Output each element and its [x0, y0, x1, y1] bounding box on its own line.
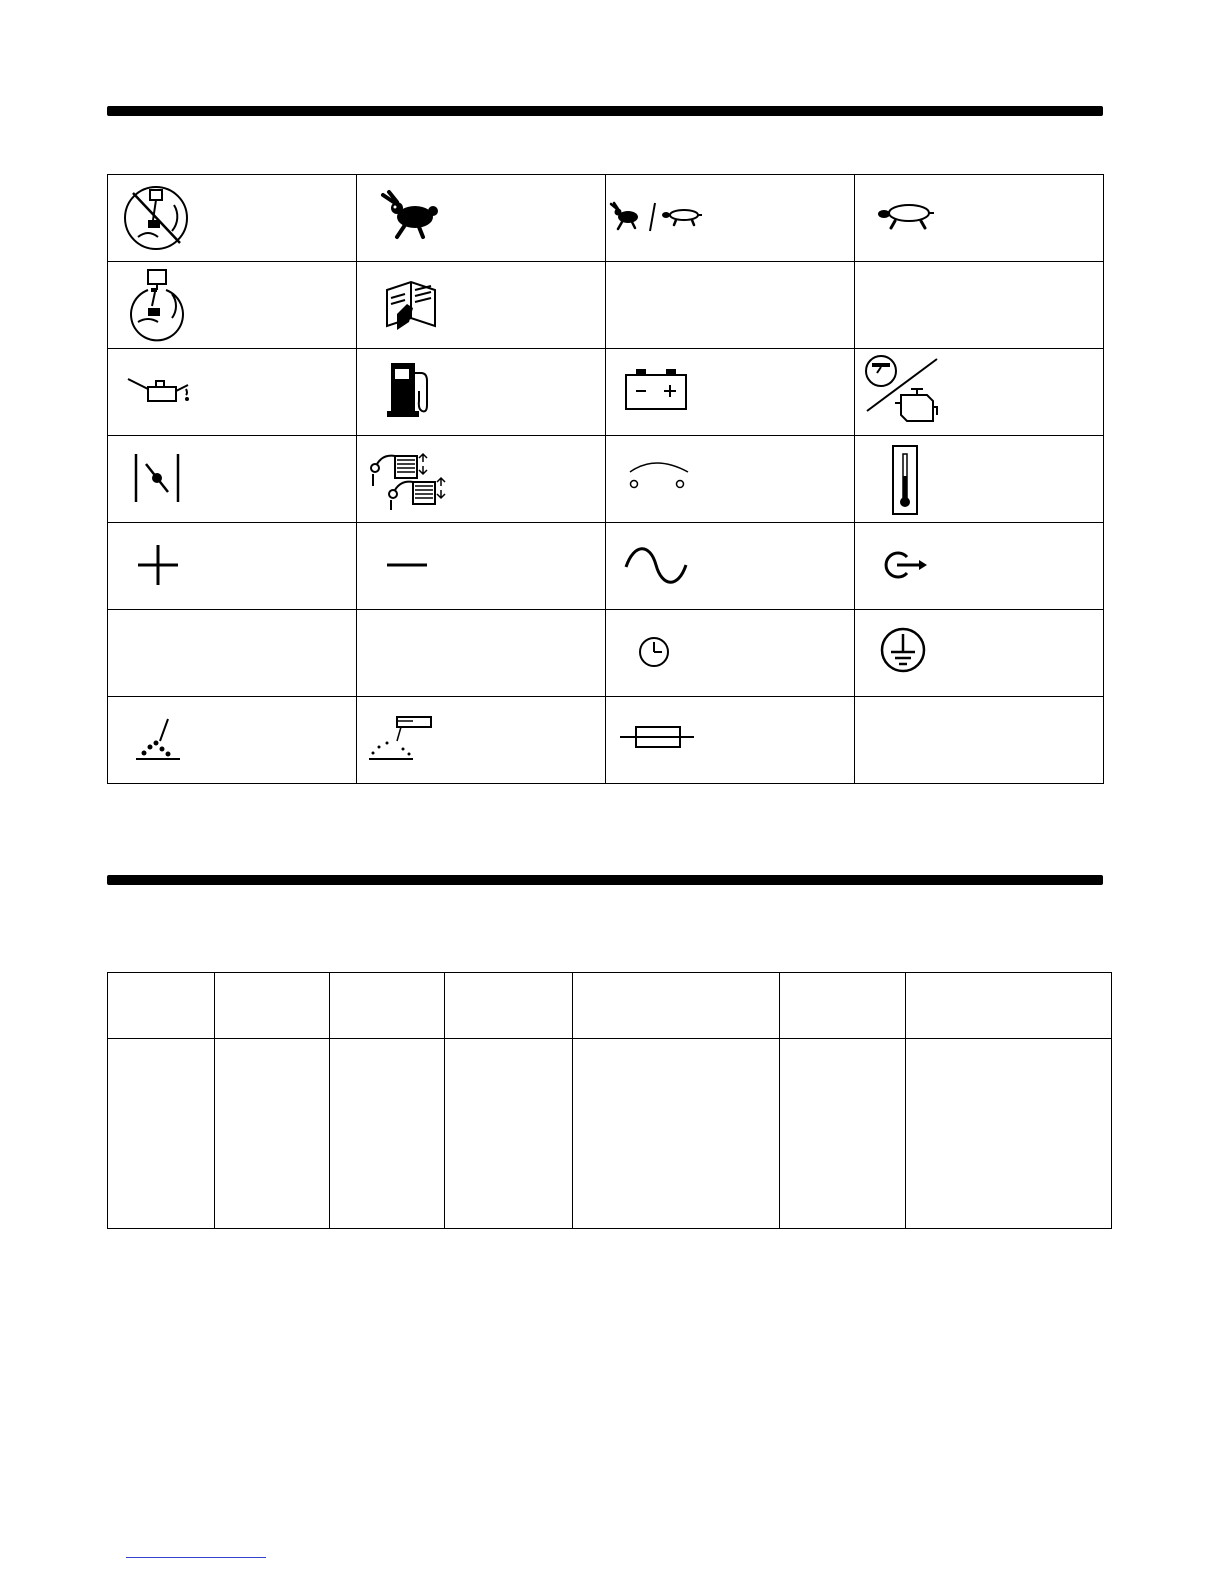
spec-cell [573, 1039, 780, 1229]
symbol-cell [357, 610, 606, 697]
symbol-cell [357, 175, 606, 262]
battery-icon [606, 349, 854, 435]
fuse-icon [606, 697, 854, 783]
turtle-slow-icon [855, 175, 1103, 261]
spec-header-cell [780, 973, 906, 1039]
symbol-cell [108, 610, 357, 697]
symbol-cell [855, 697, 1104, 784]
throttle-valve-icon [108, 436, 356, 522]
symbol-cell [606, 349, 855, 436]
positive-icon [108, 523, 356, 609]
symbol-cell [606, 697, 855, 784]
spec-header-cell [108, 973, 215, 1039]
thermometer-icon [855, 436, 1103, 522]
output-icon [855, 523, 1103, 609]
symbol-cell [108, 262, 357, 349]
symbol-cell [606, 262, 855, 349]
spec-header-cell [445, 973, 573, 1039]
symbol-cell [108, 175, 357, 262]
symbol-row-3 [108, 349, 1104, 436]
negative-icon [357, 523, 605, 609]
symbol-cell [357, 262, 606, 349]
symbol-cell [108, 436, 357, 523]
no-choke-icon [108, 175, 356, 261]
symbol-cell [855, 175, 1104, 262]
symbol-cell [606, 610, 855, 697]
symbol-row-7 [108, 697, 1104, 784]
symbol-row-2 [108, 262, 1104, 349]
read-manual-icon [357, 262, 605, 348]
wire-welding-icon [357, 697, 605, 783]
spec-header-cell [215, 973, 330, 1039]
spec-cell [215, 1039, 330, 1229]
spec-cell [108, 1039, 215, 1229]
symbol-row-5 [108, 523, 1104, 610]
footer-link-underline[interactable] [126, 1557, 266, 1558]
fuel-pump-icon [357, 349, 605, 435]
engine-stop-icon [855, 349, 1103, 435]
symbol-table [107, 174, 1104, 784]
spec-cell [330, 1039, 445, 1229]
hour-meter-icon [606, 610, 854, 696]
stick-welding-icon [108, 697, 356, 783]
rabbit-fast-icon [357, 175, 605, 261]
section-rule-middle [107, 875, 1103, 885]
section-rule-top [107, 106, 1103, 116]
symbol-cell [357, 523, 606, 610]
symbol-cell [108, 697, 357, 784]
spec-cell [906, 1039, 1112, 1229]
spec-header-row [108, 973, 1112, 1039]
spec-cell [780, 1039, 906, 1229]
symbol-cell [606, 436, 855, 523]
engine-oil-icon [108, 349, 356, 435]
spec-data-row [108, 1039, 1112, 1229]
symbol-cell [855, 349, 1104, 436]
wire-feeder-icon [357, 436, 605, 522]
protective-earth-icon [855, 610, 1103, 696]
symbol-cell [855, 262, 1104, 349]
symbol-cell [108, 523, 357, 610]
symbol-cell [855, 523, 1104, 610]
spec-header-cell [330, 973, 445, 1039]
circuit-breaker-icon [606, 436, 854, 522]
spec-header-cell [906, 973, 1112, 1039]
symbol-cell [606, 523, 855, 610]
symbol-cell [357, 349, 606, 436]
symbol-cell [855, 436, 1104, 523]
spec-header-cell [573, 973, 780, 1039]
symbol-row-1 [108, 175, 1104, 262]
specification-table [107, 972, 1112, 1229]
symbol-cell [606, 175, 855, 262]
choke-icon [108, 262, 356, 348]
symbol-cell [108, 349, 357, 436]
rabbit-turtle-icon [606, 175, 854, 261]
spec-cell [445, 1039, 573, 1229]
alternating-current-icon [606, 523, 854, 609]
symbol-cell [357, 436, 606, 523]
symbol-cell [357, 697, 606, 784]
symbol-cell [855, 610, 1104, 697]
symbol-row-6 [108, 610, 1104, 697]
symbol-row-4 [108, 436, 1104, 523]
